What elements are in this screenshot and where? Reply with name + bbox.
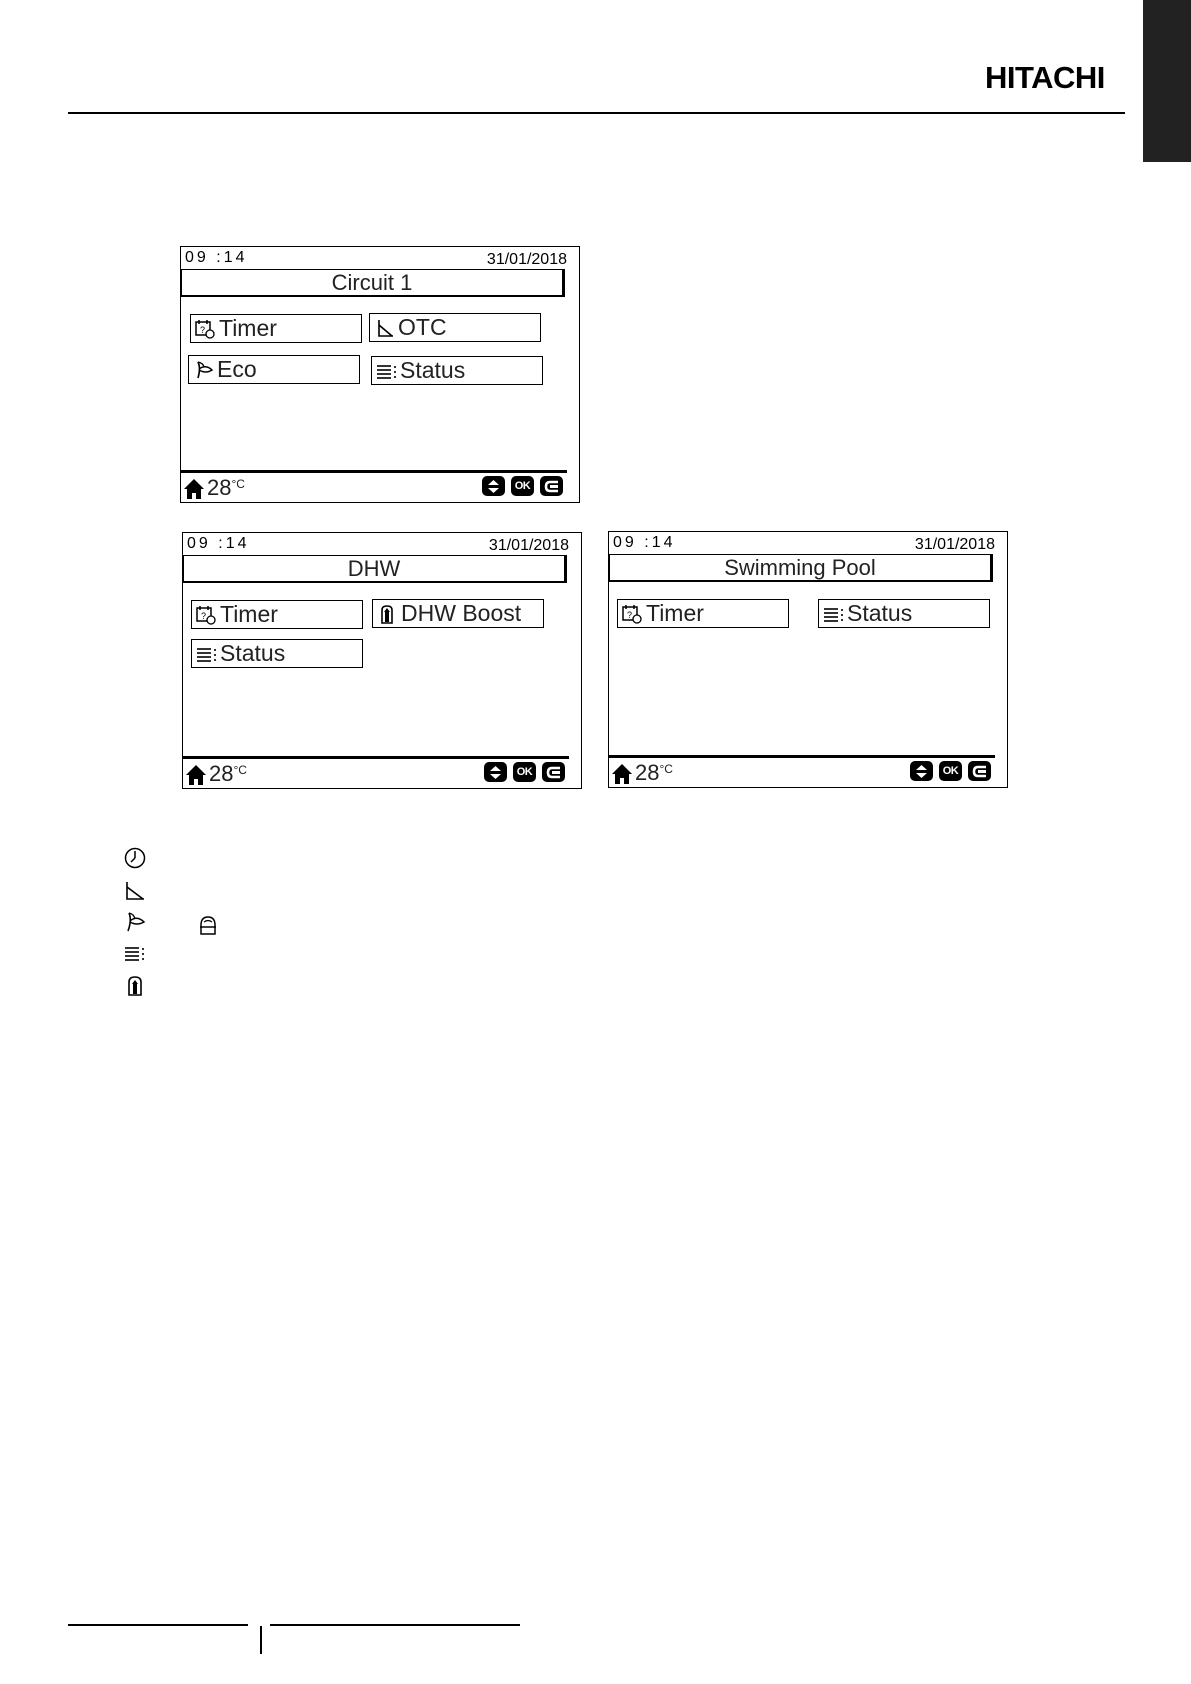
timer-button[interactable] [191, 600, 363, 629]
footer-divider [181, 470, 567, 473]
temperature-unit: °C [233, 763, 247, 777]
header-divider [68, 112, 1125, 114]
date: 31/01/2018 [488, 537, 569, 554]
updown-icon[interactable] [484, 762, 507, 782]
back-icon[interactable] [540, 476, 563, 496]
dhw-boost-icon [376, 603, 400, 625]
dhw-boost-button[interactable] [372, 599, 544, 628]
status-icon [375, 360, 399, 382]
status-icon [822, 603, 846, 625]
date: 31/01/2018 [914, 536, 995, 553]
clock-time: 09 :14 [187, 535, 250, 552]
status-label: Status [220, 640, 286, 666]
timer-icon [194, 318, 218, 340]
screen-title: DHW [183, 555, 567, 583]
updown-icon[interactable] [910, 761, 933, 781]
footer-divider [183, 756, 569, 759]
status-icon [195, 643, 219, 665]
status-button[interactable] [371, 356, 543, 385]
clock-icon [123, 846, 147, 870]
control-keys [910, 761, 991, 781]
footer-rule-left [68, 1624, 248, 1626]
status-label: Status [847, 600, 913, 626]
timer-button[interactable] [617, 599, 789, 628]
clock-time: 09 :14 [185, 249, 248, 266]
back-icon[interactable] [542, 762, 565, 782]
otc-icon [123, 879, 147, 903]
timer-icon [621, 603, 645, 625]
otc-label: OTC [398, 314, 447, 340]
svg-text:?: ? [200, 324, 206, 335]
footer-divider [609, 755, 995, 758]
eco-button[interactable] [188, 355, 360, 384]
clock-time: 09 :14 [613, 534, 676, 551]
footer-separator [260, 1626, 262, 1654]
home-icon [611, 763, 633, 785]
screen-dhw [182, 532, 582, 789]
dhw-boost-icon [123, 974, 147, 998]
room-temperature [611, 760, 673, 786]
otc-icon [373, 317, 397, 339]
timer-icon [195, 604, 219, 626]
timer-button[interactable] [190, 314, 362, 343]
status-button[interactable] [191, 639, 363, 668]
svg-text:?: ? [627, 609, 633, 620]
home-icon [183, 478, 205, 500]
control-keys [484, 762, 565, 782]
room-temperature [183, 475, 245, 501]
screen-title: Circuit 1 [181, 269, 565, 297]
temperature-value: 28 [209, 761, 234, 786]
timer-label: Timer [220, 601, 278, 627]
status-label: Status [400, 357, 466, 383]
brand-logo: HITACHI [985, 60, 1105, 95]
svg-text:?: ? [201, 610, 207, 621]
comfort-icon [196, 913, 220, 937]
back-icon[interactable] [968, 761, 991, 781]
ok-icon[interactable]: OK [513, 762, 536, 782]
otc-button[interactable] [369, 313, 541, 342]
room-temperature [185, 761, 247, 787]
status-button[interactable] [818, 599, 990, 628]
dhw-boost-label: DHW Boost [401, 600, 522, 626]
timer-label: Timer [646, 600, 704, 626]
temperature-unit: °C [231, 477, 245, 491]
temperature-unit: °C [659, 762, 673, 776]
eco-label: Eco [217, 356, 257, 382]
footer-rule-right [270, 1624, 520, 1626]
screen-circuit-1 [180, 246, 580, 503]
status-icon [123, 942, 147, 966]
updown-icon[interactable] [482, 476, 505, 496]
eco-icon [192, 359, 216, 381]
home-icon [185, 764, 207, 786]
screen-swimming-pool [608, 531, 1008, 788]
ok-icon[interactable]: OK [511, 476, 534, 496]
ok-icon[interactable]: OK [939, 761, 962, 781]
temperature-value: 28 [207, 475, 232, 500]
temperature-value: 28 [635, 760, 660, 785]
section-tab [1143, 0, 1191, 162]
eco-icon [123, 910, 147, 934]
screen-title: Swimming Pool [609, 554, 993, 582]
control-keys [482, 476, 563, 496]
timer-label: Timer [219, 315, 277, 341]
date: 31/01/2018 [486, 251, 567, 268]
